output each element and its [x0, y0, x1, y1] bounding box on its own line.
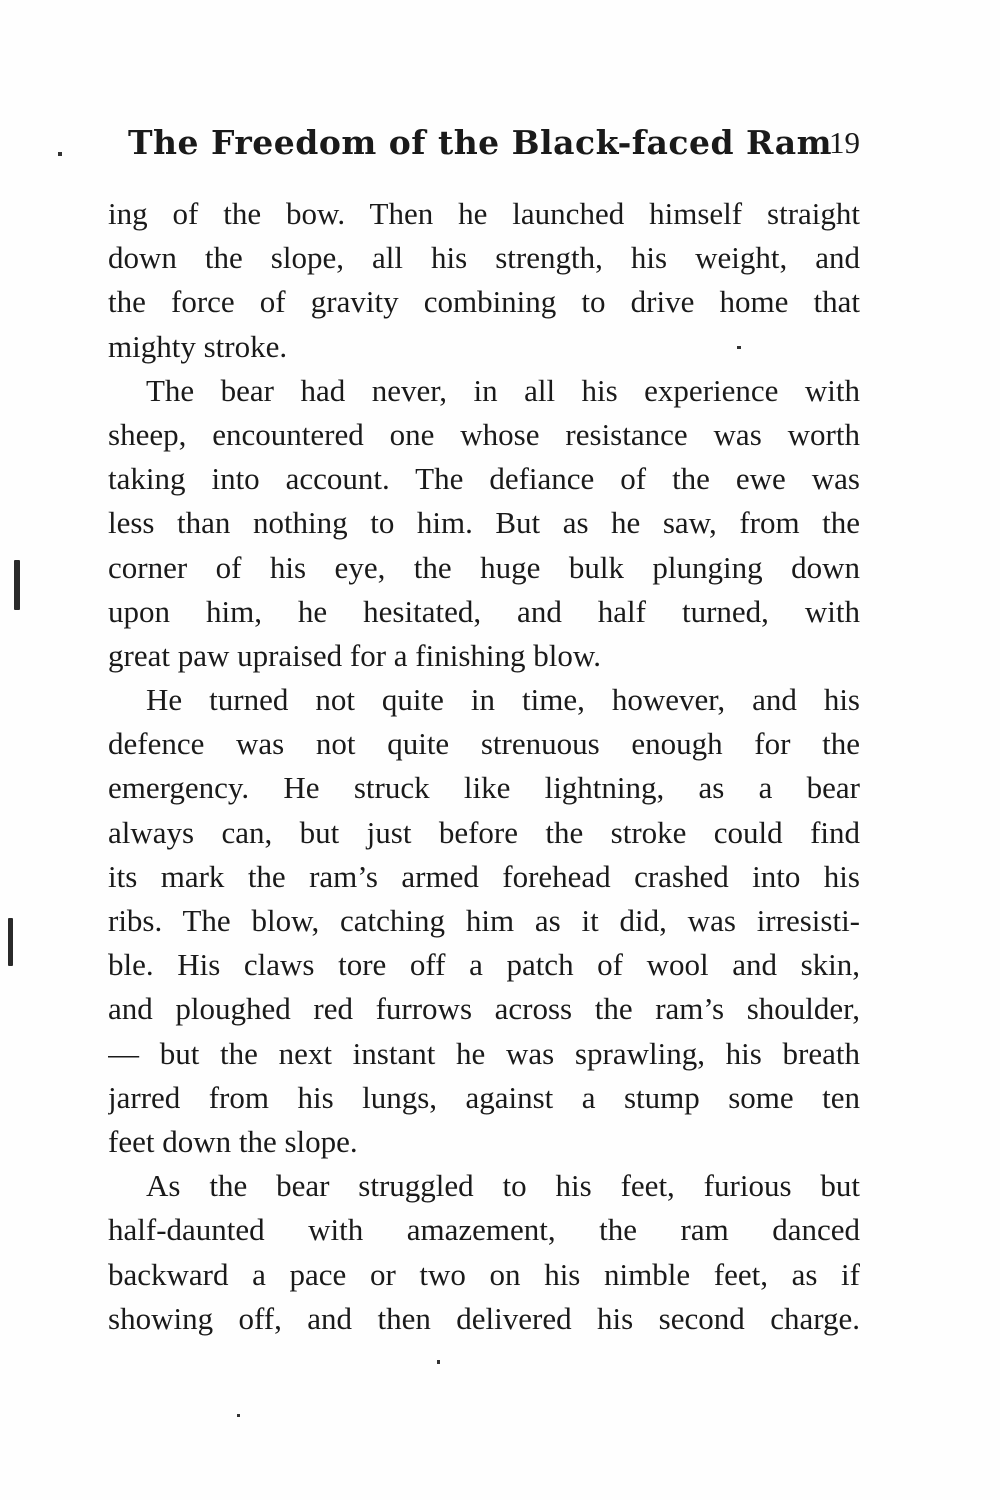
- text-line: always can, but just before the stroke could find: [108, 814, 860, 850]
- binding-mark: [14, 560, 20, 610]
- text-line: ing of the bow. Then he launched himself straight: [108, 196, 860, 231]
- text-line: and ploughed red furrows across the ram’s shoulder,: [108, 991, 860, 1027]
- text-line: jarred from his lungs, against a stump some ten: [108, 1079, 860, 1115]
- text-line: ribs. The blow, catching him as it did, was irresisti-: [108, 903, 860, 938]
- paragraph: [108, 1164, 860, 1341]
- text-line: The bear had never, in all his experience with: [146, 372, 860, 408]
- text-line: sheep, encountered one whose resistance was worth: [108, 416, 860, 452]
- text-line: defence was not quite strenuous enough for the: [108, 726, 860, 762]
- page-number: 19: [829, 125, 860, 160]
- binding-mark: [8, 918, 13, 966]
- text-line: showing off, and then delivered his second charge.: [108, 1300, 860, 1336]
- text-line: great paw upraised for a finishing blow.: [108, 637, 601, 673]
- text-line: down the slope, all his strength, his weight, and: [108, 240, 860, 276]
- ink-speck: [58, 152, 62, 156]
- text-line: As the bear struggled to his feet, furious but: [146, 1168, 860, 1204]
- paragraph: [108, 678, 860, 1164]
- text-line: ble. His claws tore off a patch of wool and skin,: [108, 947, 860, 983]
- text-line: half-daunted with amazement, the ram danced: [108, 1212, 860, 1248]
- text-line: backward a pace or two on his nimble feet, as if: [108, 1256, 860, 1292]
- text-line: — but the next instant he was sprawling, his breath: [108, 1035, 860, 1071]
- text-line: the force of gravity combining to drive home that: [108, 284, 860, 320]
- body-text: [108, 192, 860, 1341]
- text-line: upon him, he hesitated, and half turned, with: [108, 593, 860, 629]
- text-line: less than nothing to him. But as he saw, from the: [108, 505, 860, 541]
- running-title: The Freedom of the Black-faced Ram: [128, 123, 833, 162]
- ink-speck: [237, 1414, 240, 1417]
- page-header: [108, 118, 860, 168]
- text-line: corner of his eye, the huge bulk plunging down: [108, 549, 860, 585]
- paragraph: [108, 192, 860, 369]
- text-line: emergency. He struck like lightning, as a bear: [108, 770, 860, 806]
- text-line: its mark the ram’s armed forehead crashed into his: [108, 858, 860, 894]
- text-line: He turned not quite in time, however, and his: [146, 682, 860, 718]
- text-line: mighty stroke.: [108, 328, 288, 364]
- text-line: feet down the slope.: [108, 1123, 358, 1159]
- paragraph: [108, 369, 860, 678]
- ink-speck: [437, 1360, 440, 1364]
- text-line: taking into account. The defiance of the ewe was: [108, 461, 860, 497]
